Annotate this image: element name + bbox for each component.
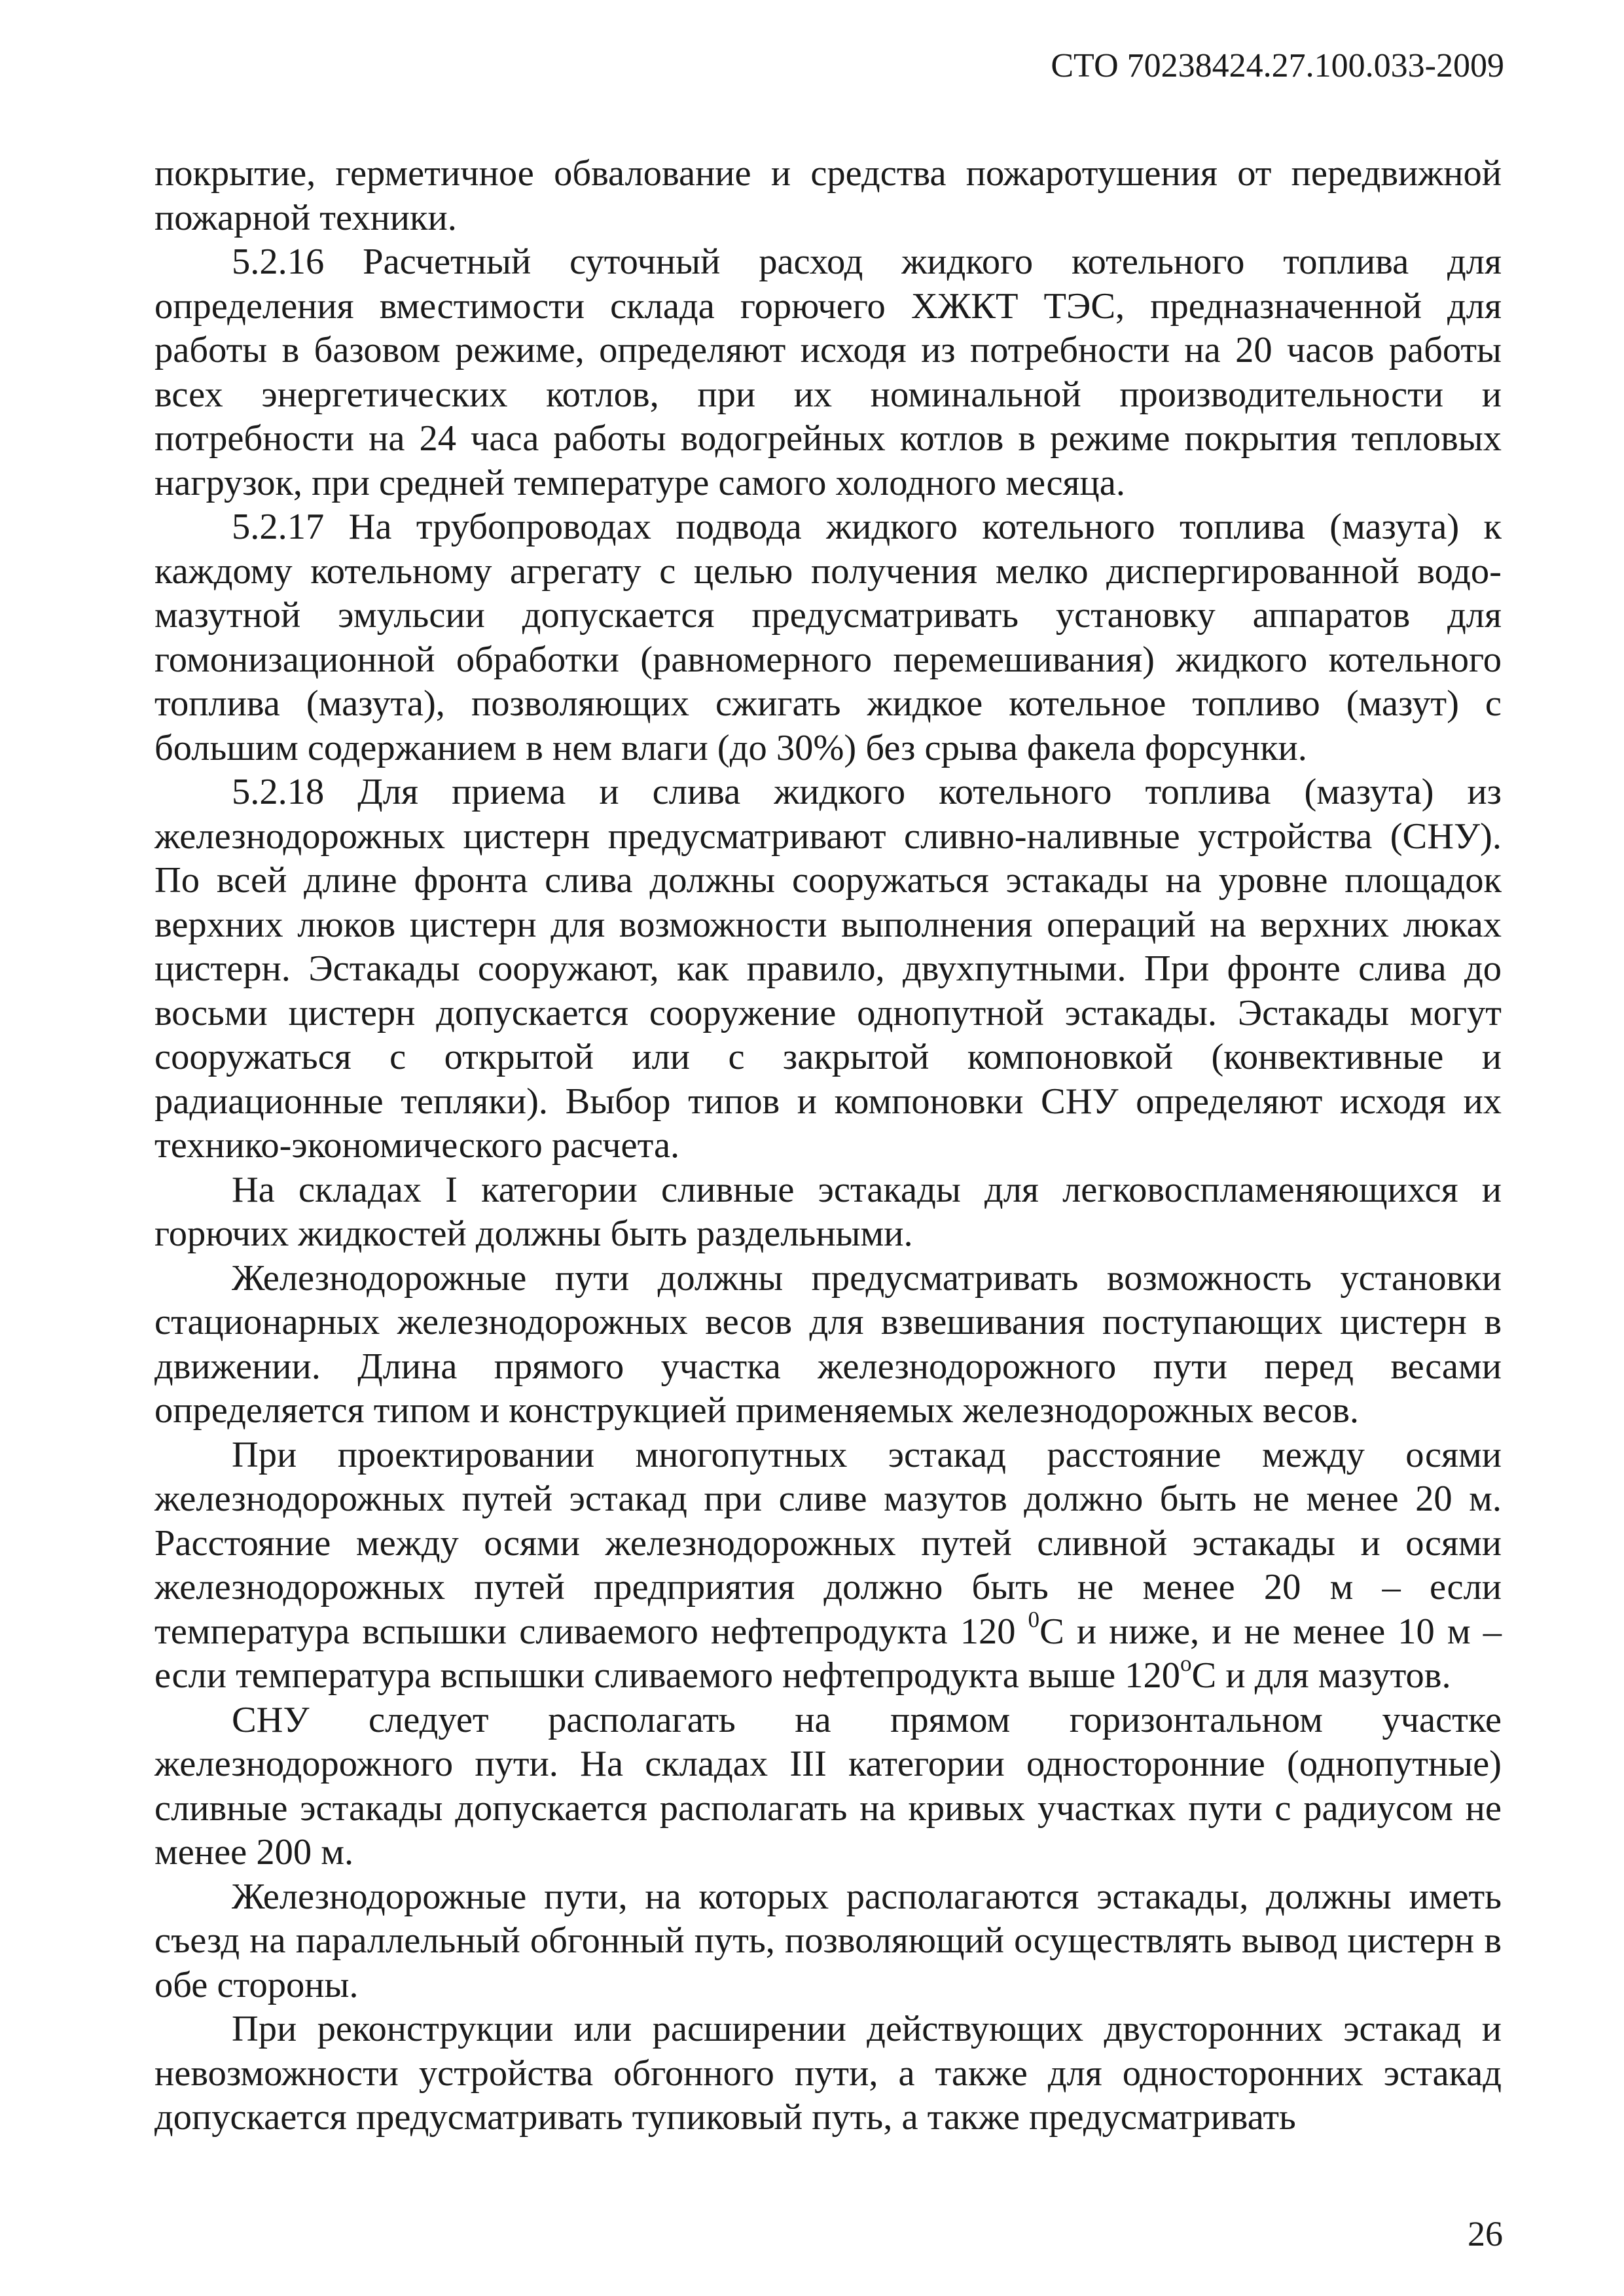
paragraph-bypass-track	[154, 1875, 1502, 2008]
superscript-degree: 0	[1028, 1606, 1040, 1632]
paragraph-text: С и для мазутов.	[1191, 1655, 1451, 1696]
paragraph-text: На складах I категории сливные эстакады для легковоспламеняющихся и горючих жидкостей должны быть раздельными.	[154, 1169, 1502, 1254]
paragraph-text: 5.2.18 Для приема и слива жидкого котельного топлива (мазута) из железнодорожных цистерн предусматривают сливно-наливные устройства (СНУ). По всей длине фронта слива должны сооружаться эстакады на уровне площадок верхних люков цистерн для возможности выполнения операций на верхних люках цистерн. Эстакады сооружают, как правило, двухпутными. При фронте слива до восьми цистерн допускается сооружение однопутной эстакады. Эстакады могут сооружаться с открытой или с закрытой компоновкой (конвективные и радиационные тепляки). Выбор типов и компоновки СНУ определяют исходя их технико-экономического расчета.	[154, 772, 1502, 1166]
paragraph-track-spacing	[154, 1433, 1502, 1698]
paragraph-railway-scales	[154, 1257, 1502, 1433]
paragraph-text: 5.2.17 На трубопроводах подвода жидкого котельного топлива (мазута) к каждому котельному агрегату с целью получения мелко диспергированной водо-мазутной эмульсии допускается предусматривать установку аппаратов для гомонизационной обработки (равномерного перемешивания) жидкого котельного топлива (мазута), позволяющих сжигать жидкое котельное топливо (мазут) с большим содержанием в нем влаги (до 30%) без срыва факела форсунки.	[154, 507, 1502, 768]
paragraph-reconstruction	[154, 2007, 1502, 2140]
page-number: 26	[1468, 2214, 1503, 2253]
paragraph-text: 5.2.16 Расчетный суточный расход жидкого котельного топлива для определения вместимости склада горючего ХЖКТ ТЭС, предназначенной для работы в базовом режиме, определяют исходя из потребности на 20 часов работы всех энергетических котлов, при их номинальной производительности и потребности на 24 часа работы водогрейных котлов в режиме покрытия тепловых нагрузок, при средней температуре самого холодного месяца.	[154, 242, 1502, 503]
paragraph-text: Железнодорожные пути, на которых располагаются эстакады, должны иметь съезд на параллельный обгонный путь, позволяющий осуществлять вывод цистерн в обе стороны.	[154, 1876, 1502, 2005]
paragraph-text: При реконструкции или расширении действующих двусторонних эстакад и невозможности устройства обгонного пути, а также для односторонних эстакад допускается предусматривать тупиковый путь, а также предусматривать	[154, 2009, 1502, 2138]
superscript-degree: о	[1180, 1650, 1192, 1676]
paragraph-text: покрытие, герметичное обвалование и средства пожаротушения от передвижной пожарной техники.	[154, 153, 1502, 238]
paragraph-5-2-17	[154, 505, 1502, 770]
body-text	[154, 152, 1502, 2140]
paragraph-text: Железнодорожные пути должны предусматривать возможность установки стационарных железнодорожных весов для взвешивания поступающих цистерн в движении. Длина прямого участка железнодорожного пути перед весами определяется типом и конструкцией применяемых железнодорожных весов.	[154, 1257, 1502, 1431]
document-code-header: СТО 70238424.27.100.033-2009	[1051, 47, 1504, 84]
paragraph-5-2-16	[154, 240, 1502, 505]
paragraph-continuation	[154, 152, 1502, 240]
paragraph-text: СНУ следует располагать на прямом горизонтальном участке железнодорожного пути. На складах III категории односторонние (однопутные) сливные эстакады допускается располагать на кривых участках пути с радиусом не менее 200 м.	[154, 1699, 1502, 1873]
paragraph-text: При проектировании многопутных эстакад расстояние между осями железнодорожных путей эстакад при сливе мазутов должно быть не менее 20 м. Расстояние между осями железнодорожных путей сливной эстакады и осями железнодорожных путей предприятия должно быть не менее 20 м – если температура вспышки сливаемого нефтепродукта 120	[154, 1434, 1502, 1652]
paragraph-text: С и ниже, и не менее 10 м – если температура вспышки сливаемого нефтепродукта выше 120	[154, 1611, 1502, 1696]
paragraph-5-2-18	[154, 770, 1502, 1168]
paragraph-snu-placement	[154, 1698, 1502, 1875]
paragraph-category-i-racks	[154, 1168, 1502, 1257]
